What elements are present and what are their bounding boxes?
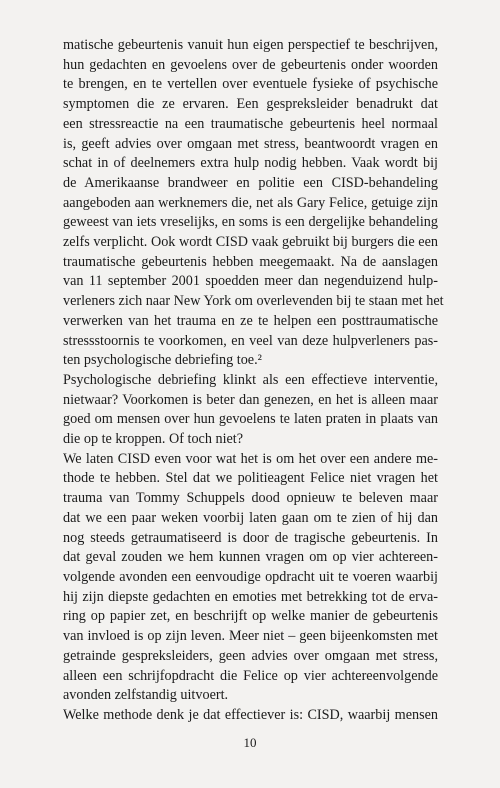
text-line: goed om mensen over hun gevoelens te laten praten in plaats van xyxy=(63,411,438,428)
text-line: Psychologische debriefing klinkt als een effectieve interventie, xyxy=(63,371,438,388)
text-line: zelfs verplicht. Ook wordt CISD vaak gebruikt bij burgers die een xyxy=(63,234,438,251)
text-line: thode te hebben. Stel dat we politieagent Felice niet vragen het xyxy=(63,470,438,487)
paragraph xyxy=(63,706,438,726)
text-line: dat we een paar weken voorbij laten gaan om te zien of hij dan xyxy=(63,509,438,526)
text-line: We laten CISD even voor wat het is om het over een andere me- xyxy=(63,450,438,467)
text-line: geweest van iets vreselijks, en soms is een dergelijke behandeling xyxy=(63,214,438,231)
text-line: een stressreactie na een traumatische gebeurtenis heel normaal xyxy=(63,115,438,132)
paragraph xyxy=(63,450,438,706)
text-line: matische gebeurtenis vanuit hun eigen perspectief te beschrijven, xyxy=(63,37,438,53)
text-line: symptomen die ze ervaren. Een gespreksleider benadrukt dat xyxy=(63,96,438,113)
paragraph xyxy=(63,371,438,450)
text-line: van 11 september 2001 spoedden meer dan negenduizend hulp- xyxy=(63,273,438,290)
text-line: traumatische gebeurtenis hebben meegemaakt. Na de aanslagen xyxy=(63,253,438,270)
text-line: stressstoornis te voorkomen, en veel van deze hulpverleners pas- xyxy=(63,332,438,349)
text-line: getrainde gespreksleiders, geen advies over omgaan met stress, xyxy=(63,647,438,664)
text-line: is, geeft advies over omgaan met stress, beantwoordt vragen en xyxy=(63,135,438,152)
paragraph xyxy=(63,36,444,371)
text-line: volgende avonden een eenvoudige opdracht uit te voeren waarbij xyxy=(63,568,438,585)
text-line: schat in of deelnemers extra hulp nodig hebben. Vaak wordt bij xyxy=(63,155,438,172)
text-line: te brengen, en te vertellen over eventuele fysieke of psychische xyxy=(63,76,438,93)
text-line: de Amerikaanse brandweer en politie een CISD-behandeling xyxy=(63,174,438,191)
text-line: ring op papier zet, en beschrijft op welke manier de gebeurtenis xyxy=(63,608,438,625)
text-line: van invloed is op zijn leven. Meer niet – geen bijeenkomsten met xyxy=(63,628,438,645)
text-line: aangeboden aan werknemers die, net als Gary Felice, getuige zijn xyxy=(63,194,438,211)
body-text xyxy=(63,36,444,726)
text-line: hij zijn diepste gedachten en emoties met betrekking tot de erva- xyxy=(63,588,438,605)
text-line: avonden zelfstandig uitvoert. xyxy=(63,687,229,704)
text-line: trauma van Tommy Schuppels dood opnieuw te beleven maar xyxy=(63,490,438,507)
text-line: dat geval zouden we hem kunnen vragen om op vier achtereen- xyxy=(63,549,438,566)
text-line: nietwaar? Voorkomen is beter dan genezen, en het is alleen maar xyxy=(63,391,438,408)
text-line: hun gedachten en gevoelens over de gebeurtenis onder woorden xyxy=(63,56,438,73)
text-line: nog steeds getraumatiseerd is door de tragische gebeurtenis. In xyxy=(63,529,438,546)
text-line: ten psychologische debriefing toe.² xyxy=(63,352,262,369)
text-line: die op te kroppen. Of toch niet? xyxy=(63,431,244,448)
text-line: Welke methode denk je dat effectiever is: CISD, waarbij mensen xyxy=(63,706,438,723)
text-line: alleen een schrijfopdracht die Felice op vier achtereenvolgende xyxy=(63,667,438,684)
text-line: verwerken van het trauma en ze te helpen een posttraumatische xyxy=(63,312,438,329)
page-number: 10 xyxy=(243,735,257,750)
text-line: verleners zich naar New York om overlevenden bij te staan met het xyxy=(63,293,444,310)
